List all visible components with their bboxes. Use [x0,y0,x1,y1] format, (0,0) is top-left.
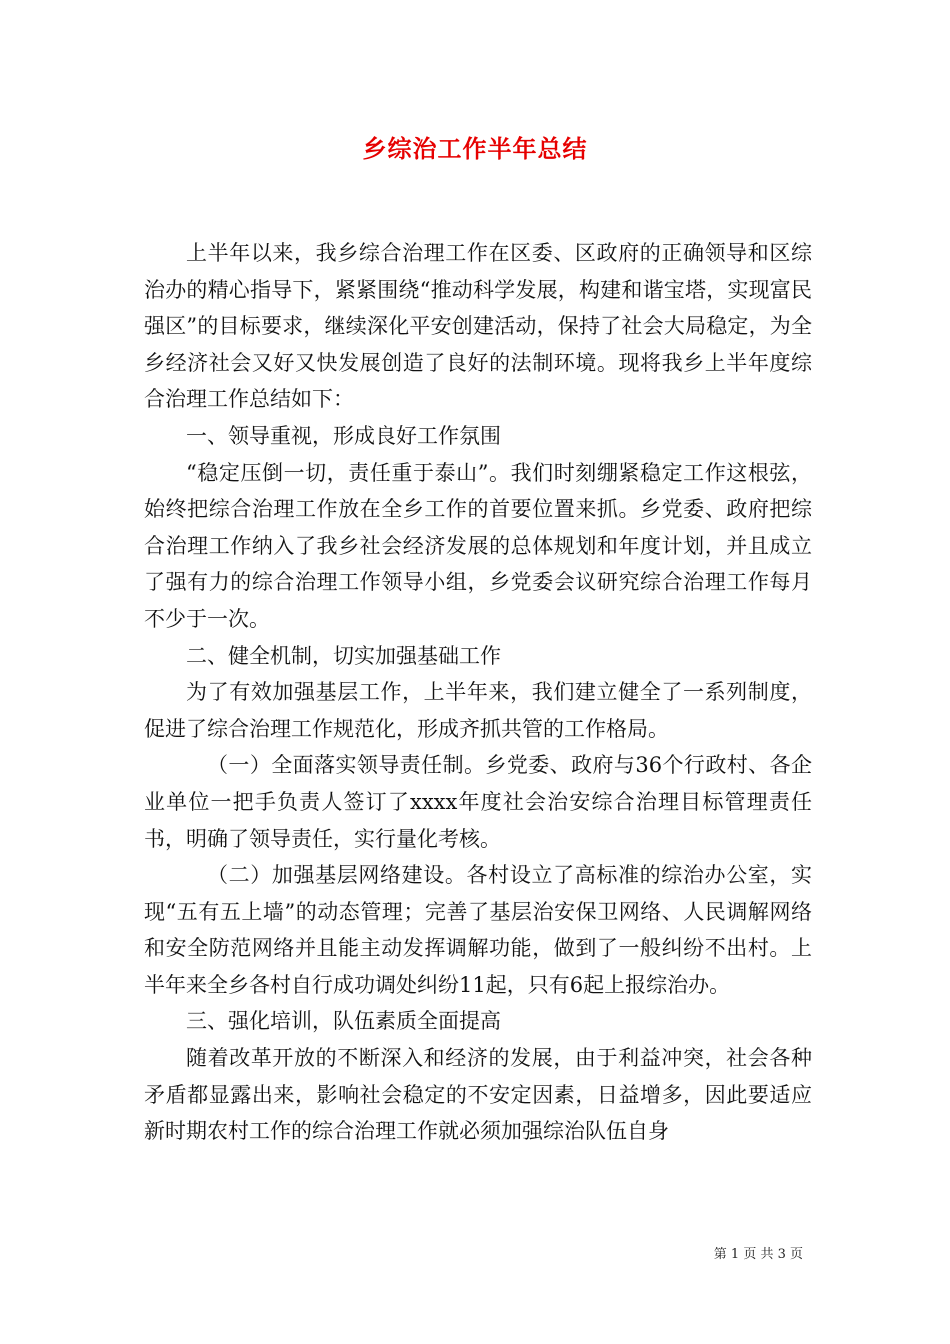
section-1-paragraph: “稳定压倒一切，责任重于泰山”。我们时刻绷紧稳定工作这根弦，始终把综合治理工作放在全乡工作的首要位置来抓。乡党委、政府把综合治理工作纳入了我乡社会经济发展的总体规划和年度计划，并且成立了强有力的综合治理工作领导小组，乡党委会议研究综合治理工作每月不少于一次。 [144,460,812,631]
section-2-item-1: （一）全面落实领导责任制。乡党委、政府与36个行政村、各企业单位一把手负责人签订了xxxx年度社会治安综合治理目标管理责任书，明确了领导责任，实行量化考核。 [144,753,812,851]
section-2-item-2: （二）加强基层网络建设。各村设立了高标准的综治办公室，实现“五有五上墙”的动态管理；完善了基层治安保卫网络、人民调解网络和安全防范网络并且能主动发挥调解功能，做到了一般纠纷不出村。上半年来全乡各村自行成功调处纠纷11起，只有6起上报综治办。 [144,863,812,997]
intro-paragraph: 上半年以来，我乡综合治理工作在区委、区政府的正确领导和区综治办的精心指导下，紧紧围绕“推动科学发展，构建和谐宝塔，实现富民强区”的目标要求，继续深化平安创建活动，保持了社会大局稳定，为全乡经济社会又好又快发展创造了良好的法制环境。现将我乡上半年度综合治理工作总结如下： [144,241,812,412]
section-3-paragraph: 随着改革开放的不断深入和经济的发展，由于利益冲突，社会各种矛盾都显露出来，影响社会稳定的不安定因素，日益增多，因此要适应新时期农村工作的综合治理工作就必须加强综治队伍自身 [144,1046,812,1144]
section-heading-3: 三、强化培训，队伍素质全面提高 [186,1009,501,1034]
section-heading-2: 二、健全机制，切实加强基础工作 [186,643,501,668]
document-title: 乡综治工作半年总结 [362,135,588,163]
section-2-paragraph: 为了有效加强基层工作，上半年来，我们建立健全了一系列制度，促进了综合治理工作规范化，形成齐抓共管的工作格局。 [144,680,812,741]
document-body [144,235,812,1150]
page-number-footer: 第 1 页 共 3 页 [713,1247,803,1262]
section-heading-1: 一、领导重视，形成良好工作氛围 [186,423,501,448]
